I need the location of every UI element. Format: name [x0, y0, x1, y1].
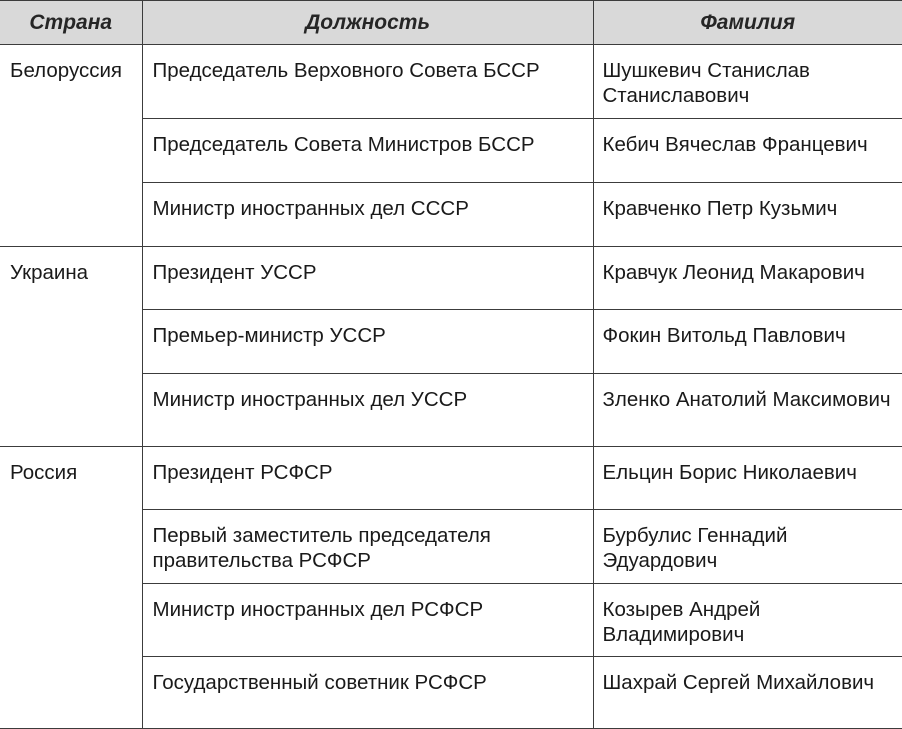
header-row	[0, 1, 902, 45]
position-label: Министр иностранных дел СССР	[143, 183, 593, 221]
position-cell	[142, 45, 593, 119]
surname-cell	[593, 45, 902, 119]
surname-label: Козырев Андрей Владимирович	[594, 584, 902, 647]
surname-cell	[593, 247, 902, 310]
surname-cell	[593, 119, 902, 183]
surname-label: Кравчук Леонид Макарович	[594, 247, 902, 285]
country-cell	[0, 45, 142, 247]
table-row	[0, 447, 902, 510]
position-label: Министр иностранных дел УССР	[143, 374, 593, 412]
position-cell	[142, 374, 593, 447]
position-cell	[142, 119, 593, 183]
country-label: Украина	[0, 247, 142, 285]
position-label: Первый заместитель председателя правительства РСФСР	[143, 510, 593, 573]
position-label: Председатель Совета Министров БССР	[143, 119, 593, 157]
position-cell	[142, 447, 593, 510]
position-label: Государственный советник РСФСР	[143, 657, 593, 695]
surname-cell	[593, 310, 902, 374]
surname-label: Шушкевич Станислав Станиславович	[594, 45, 902, 108]
position-cell	[142, 183, 593, 247]
surname-label: Кравченко Петр Кузьмич	[594, 183, 902, 221]
surname-label: Фокин Витольд Павлович	[594, 310, 902, 348]
surname-label: Ельцин Борис Николаевич	[594, 447, 902, 485]
surname-label: Зленко Анатолий Максимович	[594, 374, 902, 412]
position-cell	[142, 657, 593, 729]
position-cell	[142, 310, 593, 374]
surname-cell	[593, 657, 902, 729]
surname-label: Шахрай Сергей Михайлович	[594, 657, 902, 695]
position-label: Премьер-министр УССР	[143, 310, 593, 348]
header-position: Должность	[142, 1, 593, 45]
surname-label: Кебич Вячеслав Францевич	[594, 119, 902, 157]
surname-cell	[593, 510, 902, 584]
position-label: Министр иностранных дел РСФСР	[143, 584, 593, 622]
table-row	[0, 247, 902, 310]
country-cell	[0, 447, 142, 729]
position-cell	[142, 510, 593, 584]
surname-label: Бурбулис Геннадий Эдуардович	[594, 510, 902, 573]
surname-cell	[593, 447, 902, 510]
position-label: Председатель Верховного Совета БССР	[143, 45, 593, 83]
position-cell	[142, 584, 593, 657]
surname-cell	[593, 584, 902, 657]
country-label: Россия	[0, 447, 142, 485]
position-label: Президент РСФСР	[143, 447, 593, 485]
surname-cell	[593, 374, 902, 447]
position-label: Президент УССР	[143, 247, 593, 285]
header-country: Страна	[0, 1, 142, 45]
country-label: Белоруссия	[0, 45, 142, 83]
position-cell	[142, 247, 593, 310]
country-cell	[0, 247, 142, 447]
surname-cell	[593, 183, 902, 247]
table-row	[0, 45, 902, 119]
header-surname: Фамилия	[593, 1, 902, 45]
